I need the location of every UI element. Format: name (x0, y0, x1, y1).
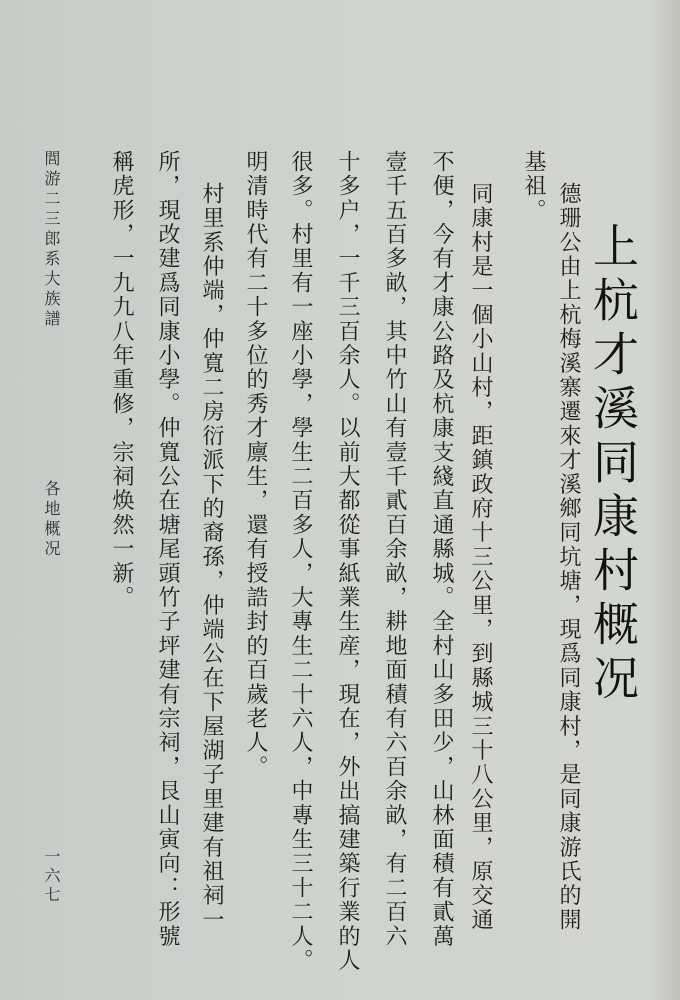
text-column-3: 同康村是一個小山村，距鎮政府十三公里，到縣城三十八公里，原交通 (468, 182, 493, 933)
text-column-1: 德珊公由上杭梅溪寨遷來才溪鄉同坑塘，現爲同康村，是同康游氏的開 (556, 182, 581, 933)
page-gutter-shadow (650, 0, 680, 1000)
text-column-4: 不便，今有才康公路及杭康支綫直通縣城。全村山多田少，山林面積有貳萬 (429, 150, 454, 949)
text-column-7: 很多。村里有一座小學，學生二百多人，大專生二十六人，中專生三十二人。 (288, 150, 313, 973)
text-column-10: 所，現改建爲同康小學。仲寬公在塘尾頭竹子坪建有宗祠，艮山寅向：形號 (155, 150, 180, 949)
page-number: 一六七 (42, 848, 61, 905)
text-column-8: 明清時代有二十多位的秀才廪生，還有授誥封的百歲老人。 (243, 150, 268, 780)
text-column-6: 十多户，一千三百余人。以前大都從事紙業生産，現在，外出搞建築行業的人 (335, 150, 360, 973)
text-column-5: 壹千五百多畝，其中竹山有壹千貳百余畝，耕地面積有六百余畝，有二百六 (382, 150, 407, 949)
book-title: 閭游二三郎系大族譜 (42, 150, 61, 330)
text-column-2: 基祖。 (521, 150, 546, 223)
text-column-11: 稱虎形，一九九八年重修，宗祠焕然一新。 (109, 150, 134, 610)
section-title: 各地概况 (42, 480, 61, 560)
article-title: 上杭才溪同康村概况 (586, 222, 640, 708)
text-column-9: 村里系仲端，仲寬二房衍派下的裔孫，仲端公在下屋湖子里建有祖祠一 (199, 182, 224, 933)
